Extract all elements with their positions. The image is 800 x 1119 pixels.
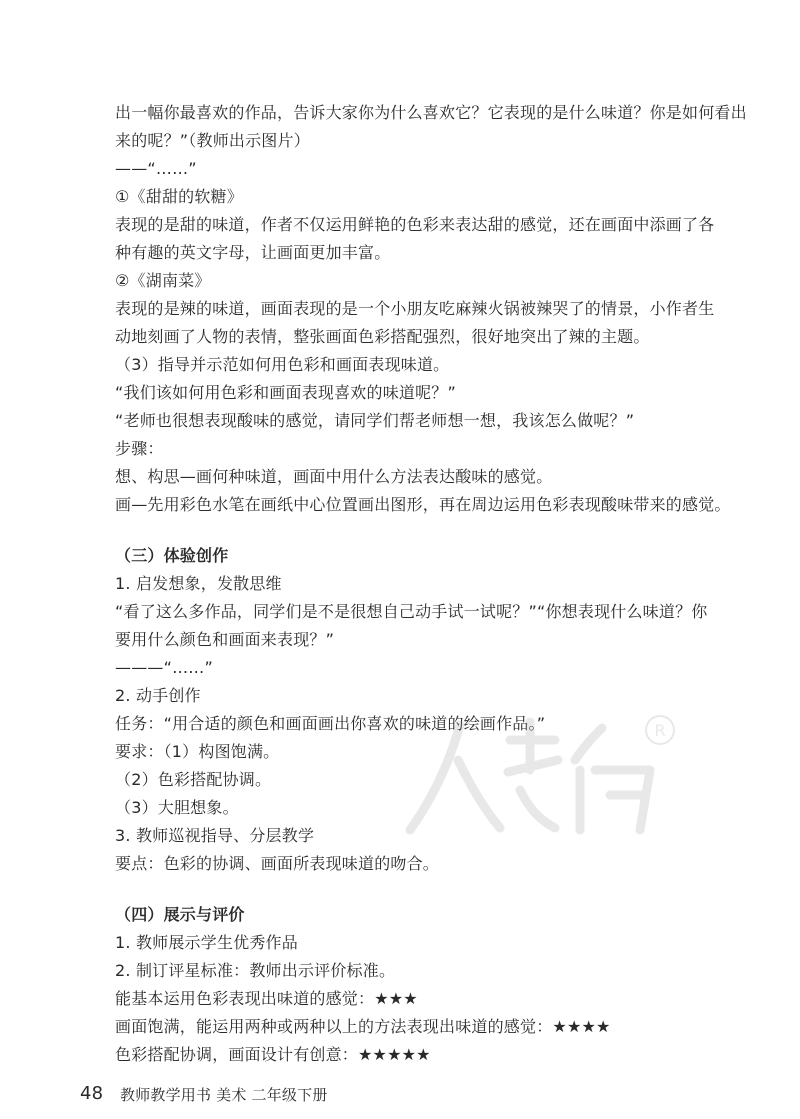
body-line: （2）色彩搭配协调。 bbox=[115, 770, 272, 789]
section-heading: （四）展示与评价 bbox=[115, 905, 245, 924]
body-line: ——“……” bbox=[115, 159, 197, 178]
subsection-heading: 1. 教师展示学生优秀作品 bbox=[115, 933, 298, 952]
body-line: ———“……” bbox=[115, 658, 213, 677]
body-line: “老师也很想表现酸味的感觉，请同学们帮老师想一想，我该怎么做呢？” bbox=[115, 411, 635, 430]
body-line: （3）大胆想象。 bbox=[115, 798, 239, 817]
body-line: “我们该如何用色彩和画面表现喜欢的味道呢？” bbox=[115, 383, 456, 402]
subsection-heading: 2. 制订评星标准：教师出示评价标准。 bbox=[115, 961, 396, 980]
rating-criterion: 能基本运用色彩表现出味道的感觉：★★★ bbox=[115, 989, 418, 1008]
body-line: 要用什么颜色和画面来表现？” bbox=[115, 630, 335, 649]
body-line: 来的呢？”（教师出示图片） bbox=[115, 131, 310, 150]
body-line: 出一幅你最喜欢的作品，告诉大家你为什么喜欢它？它表现的是什么味道？你是如何看出 bbox=[115, 103, 747, 122]
subsection-heading: 1. 启发想象，发散思维 bbox=[115, 574, 282, 593]
body-line: 要点：色彩的协调、画面所表现味道的吻合。 bbox=[115, 854, 440, 873]
body-line: 动地刻画了人物的表情，整张画面色彩搭配强烈，很好地突出了辣的主题。 bbox=[115, 327, 650, 346]
body-line: 任务：“用合适的颜色和画面画出你喜欢的味道的绘画作品。” bbox=[115, 714, 546, 733]
registered-mark: R bbox=[654, 721, 666, 740]
rating-criterion: 画面饱满，能运用两种或两种以上的方法表现出味道的感觉：★★★★ bbox=[115, 1017, 611, 1036]
body-line: 种有趣的英文字母，让画面更加丰富。 bbox=[115, 243, 391, 262]
body-line: 步骤： bbox=[115, 439, 164, 458]
section-heading: （三）体验创作 bbox=[115, 546, 229, 565]
artwork-title-1: ①《甜甜的软糖》 bbox=[115, 187, 243, 206]
body-line: 画—先用彩色水笔在画纸中心位置画出图形，再在周边运用色彩表现酸味带来的感觉。 bbox=[115, 495, 731, 514]
body-line: （3）指导并示范如何用色彩和画面表现味道。 bbox=[115, 355, 450, 374]
artwork-title-2: ②《湖南菜》 bbox=[115, 271, 211, 290]
page-number: 48 bbox=[80, 1083, 104, 1104]
rating-criterion: 色彩搭配协调，画面设计有创意：★★★★★ bbox=[115, 1045, 431, 1064]
body-line: 要求：（1）构图饱满。 bbox=[115, 742, 280, 761]
body-line: 表现的是辣的味道，画面表现的是一个小朋友吃麻辣火锅被辣哭了的情景，小作者生 bbox=[115, 299, 715, 318]
body-line: “看了这么多作品，同学们是不是很想自己动手试一试呢？”“你想表现什么味道？你 bbox=[115, 602, 708, 621]
body-line: 表现的是甜的味道，作者不仅运用鲜艳的色彩来表达甜的感觉，还在画面中添画了各 bbox=[115, 215, 715, 234]
body-line: 想、构思—画何种味道，画面中用什么方法表达酸味的感觉。 bbox=[115, 467, 553, 486]
publisher-watermark-logo bbox=[380, 700, 680, 850]
book-title: 教师教学用书 美术 二年级下册 bbox=[120, 1086, 328, 1104]
subsection-heading: 3. 教师巡视指导、分层教学 bbox=[115, 826, 315, 845]
subsection-heading: 2. 动手创作 bbox=[115, 686, 201, 705]
